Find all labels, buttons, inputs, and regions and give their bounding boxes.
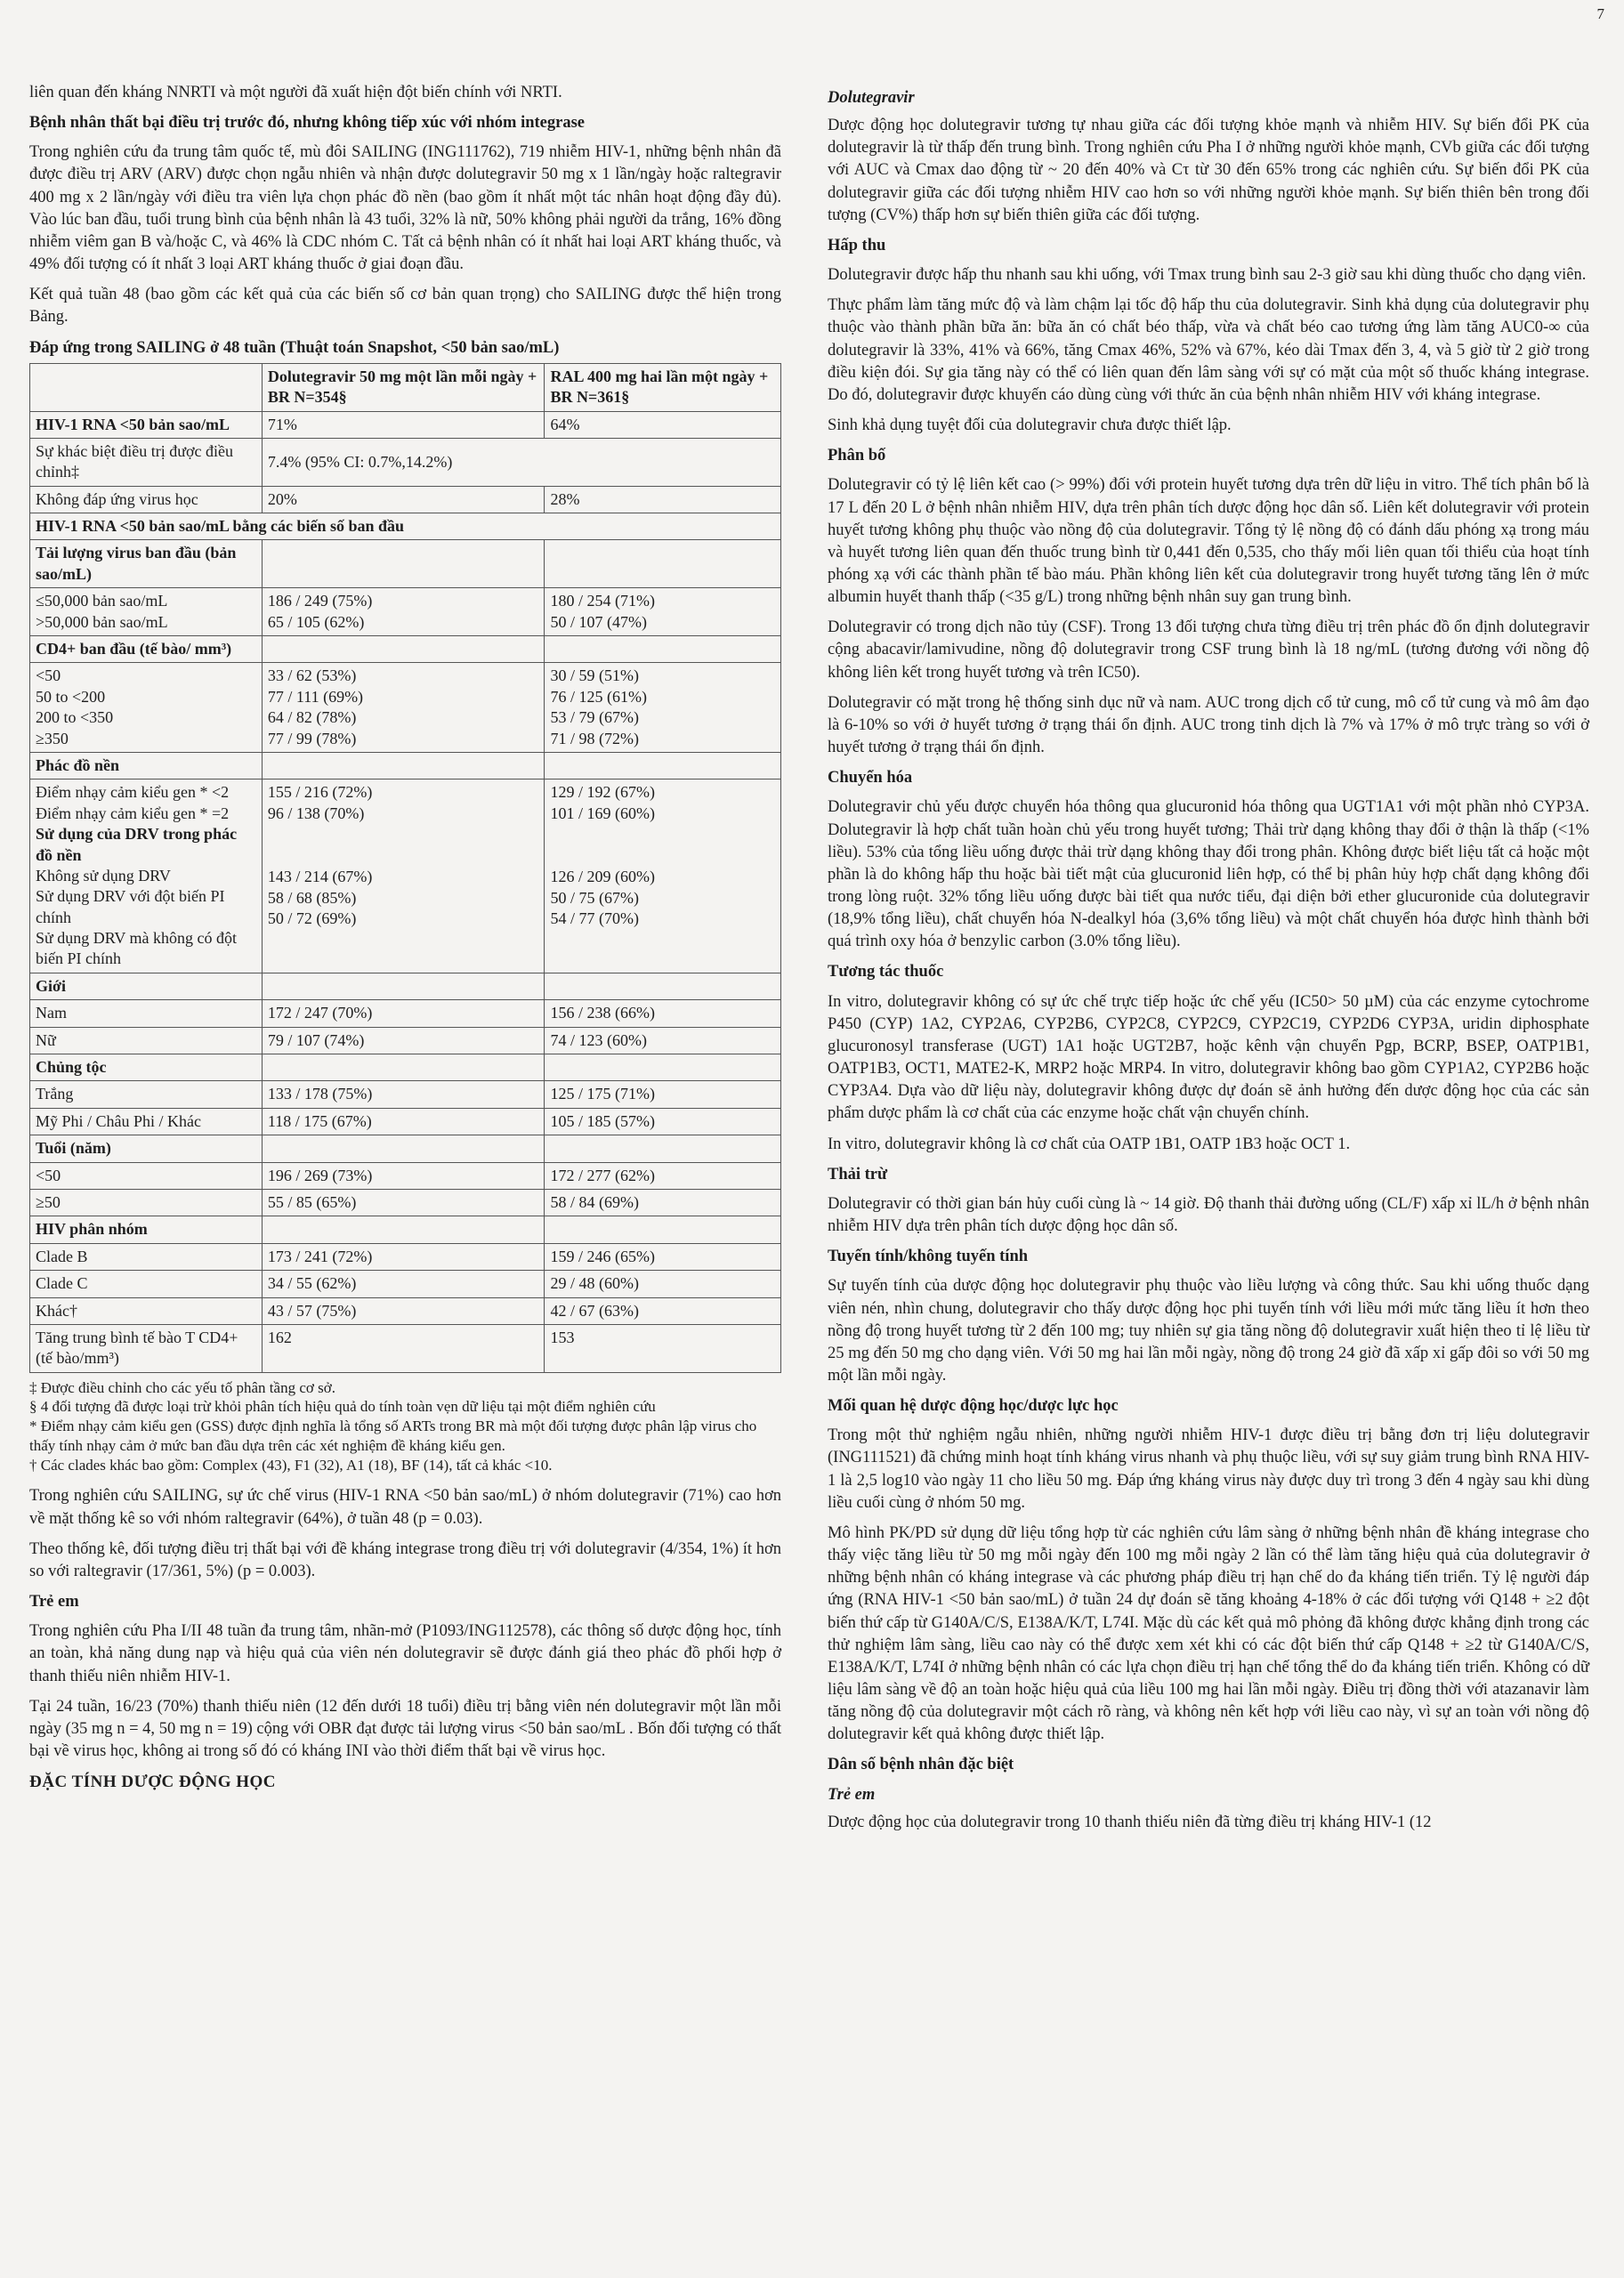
table-cell: 180 / 254 (71%) 50 / 107 (47%) bbox=[545, 588, 781, 636]
table-cell: 29 / 48 (60%) bbox=[545, 1271, 781, 1297]
table-cell: 74 / 123 (60%) bbox=[545, 1027, 781, 1054]
metabolism-paragraph: Dolutegravir chủ yếu được chuyển hóa thông qua glucuronid hóa thông qua UGT1A1 với một phần nhỏ CYP3A. Dolutegravir là hợp chất tuần hoàn chủ yếu trong huyết tương; Thải trừ dạng không thay đổi ở thận là thấp (<1% liều). 53% của tổng liều uống được thải trừ dạng không thay đổi trong phân. Không được biết liệu tất cả hoặc một phần là do không hấp thu hoặc bài tiết mật của glucuronid liên hợp, có thể bị phân hủy hợp chất dạng không đổi trong lòng ruột. 32% tổng liều uống được bài tiết qua nước tiểu, đại diện bởi ether glucuronide của dolutegravir (18,9% tổng liều), chất chuyển hóa N-dealkyl hóa (3,6% tổng liều) và một chất chuyển hóa được hình thành bởi quá trình oxy hóa ở benzylic carbon (3.0% tổng liều). bbox=[828, 798, 1589, 951]
children-paragraph-2: Tại 24 tuần, 16/23 (70%) thanh thiếu niên (12 đến dưới 18 tuổi) điều trị bằng viên nén dolutegravir một lần mỗi ngày (35 mg n = 4, 50 mg n = 19) cộng với OBR đạt được tải lượng virus <50 bản sao/mL . Bốn đối tượng có thất bại về virus học, không ai trong số đó có kháng INI vào thời điểm thất bại về virus học. bbox=[29, 1697, 781, 1761]
table-section-row bbox=[30, 1054, 781, 1081]
table-cell: 155 / 216 (72%) 96 / 138 (70%) bbox=[267, 783, 373, 822]
table-row bbox=[30, 1027, 781, 1054]
table-cell: Clade C bbox=[30, 1271, 263, 1297]
elimination-paragraph: Dolutegravir có thời gian bán hủy cuối cùng là ~ 14 giờ. Độ thanh thải đường uống (CL/F) xấp xỉ lL/h ở bệnh nhân nhiễm HIV dựa trên phân tích dược động học dân số. bbox=[828, 1194, 1589, 1236]
table-cell: 118 / 175 (67%) bbox=[262, 1108, 545, 1135]
table-caption: Đáp ứng trong SAILING ở 48 tuần (Thuật toán Snapshot, <50 bản sao/mL) bbox=[29, 338, 560, 357]
dolutegravir-heading: Dolutegravir bbox=[828, 89, 915, 107]
table-cell: 153 bbox=[545, 1324, 781, 1372]
distribution-paragraph-2: Dolutegravir có trong dịch não tủy (CSF). Trong 13 đối tượng chưa từng điều trị trên phác đồ ổn định dolutegravir cộng abacavir/lamivudine, nồng độ dolutegravir trong CSF trung bình là 18 ng/mL (tương đương với nồng độ không liên kết trong huyết tương và trên IC50). bbox=[828, 618, 1589, 682]
table-cell: 125 / 175 (71%) bbox=[545, 1081, 781, 1108]
table-cell: 159 / 246 (65%) bbox=[545, 1243, 781, 1270]
table-cell: 28% bbox=[545, 486, 781, 513]
table-header-raltegravir: RAL 400 mg hai lần một ngày + BR N=361§ bbox=[545, 363, 781, 411]
table-footnotes bbox=[29, 1378, 781, 1475]
table-section-row bbox=[30, 1216, 781, 1243]
interactions-paragraph-2: In vitro, dolutegravir không là cơ chất của OATP 1B1, OATP 1B3 hoặc OCT 1. bbox=[828, 1135, 1351, 1153]
table-section-label: HIV phân nhóm bbox=[30, 1216, 263, 1243]
absorption-paragraph-3: Sinh khả dụng tuyệt đối của dolutegravir chưa được thiết lập. bbox=[828, 416, 1232, 435]
table-section-label: CD4+ ban đầu (tế bào/ mm³) bbox=[30, 636, 263, 663]
children-heading: Trẻ em bbox=[29, 1593, 79, 1612]
table-subheading: Sử dụng của DRV trong phác đồ nền bbox=[36, 825, 238, 864]
table-cell: 42 / 67 (63%) bbox=[545, 1297, 781, 1324]
distribution-paragraph-3: Dolutegravir có mặt trong hệ thống sinh dục nữ và nam. AUC trong dịch cổ tử cung, mô cổ tử cung và mô âm đạo là 6-10% so với ở huyết tương ở trạng thái ổn định. AUC trong tinh dịch là 7% và 17% ở mô trực tràng so với ở huyết tương ở trạng thái ổn định. bbox=[828, 693, 1589, 757]
table-row bbox=[30, 1162, 781, 1189]
footnote: * Điểm nhạy cảm kiểu gen (GSS) được định nghĩa là tổng số ARTs trong BR mà một đối tượng được phân lập virus cho thấy tính nhạy cảm ở mức ban đầu dựa trên các xét nghiệm đề kháng kiểu gen. bbox=[29, 1418, 757, 1454]
table-cell: ≤50,000 bản sao/mL >50,000 bản sao/mL bbox=[30, 588, 263, 636]
sailing-paragraph-2: Kết quả tuần 48 (bao gồm các kết quả của các biến số cơ bản quan trọng) cho SAILING được thể hiện trong Bảng. bbox=[29, 286, 781, 327]
absorption-paragraph-1: Dolutegravir được hấp thu nhanh sau khi uống, với Tmax trung bình sau 2-3 giờ sau khi dùng thuốc cho dạng viên. bbox=[828, 266, 1587, 285]
children-subheading: Trẻ em bbox=[828, 1785, 876, 1804]
table-cell: 30 / 59 (51%) 76 / 125 (61%) 53 / 79 (67%) 71 / 98 (72%) bbox=[545, 663, 781, 753]
table-row bbox=[30, 438, 781, 486]
left-column bbox=[29, 82, 781, 1794]
table-section-label: Chủng tộc bbox=[30, 1054, 263, 1081]
footnote: ‡ Được điều chỉnh cho các yếu tố phân tầng cơ sở. bbox=[29, 1378, 335, 1396]
sailing-heading: Bệnh nhân thất bại điều trị trước đó, nhưng không tiếp xúc với nhóm integrase bbox=[29, 114, 585, 133]
pkpd-heading: Mối quan hệ dược động học/dược lực học bbox=[828, 1397, 1119, 1416]
sailing-result-paragraph-2: Theo thống kê, đối tượng điều trị thất bại với đề kháng integrase trong điều trị với dolutegravir (4/354, 1%) ít hơn so với raltegravir (17/361, 5%) (p = 0.003). bbox=[29, 1539, 781, 1580]
table-cell: 196 / 269 (73%) bbox=[262, 1162, 545, 1189]
table-cell: Sự khác biệt điều trị được điều chỉnh‡ bbox=[30, 438, 263, 486]
pkpd-paragraph-1: Trong một thử nghiệm ngẫu nhiên, những người nhiễm HIV-1 được điều trị bằng đơn trị liệu dolutegravir (ING111521) đã chứng minh hoạt tính kháng virus nhanh và phụ thuộc liều, với sự suy giảm trung bình RNA HIV-1 là 2,5 log10 vào ngày 11 cho liều 50 mg. Đáp ứng kháng virus này được duy trì trong 3 đến 4 ngày sau khi dùng liều cuối cùng ở nhóm 50 mg. bbox=[828, 1426, 1589, 1512]
absorption-heading: Hấp thu bbox=[828, 236, 886, 254]
metabolism-heading: Chuyển hóa bbox=[828, 769, 913, 788]
elimination-heading: Thải trừ bbox=[828, 1165, 888, 1183]
table-cell: Không sử dụng DRV Sử dụng DRV với đột biến PI chính Sử dụng DRV mà không có đột biến PI chính bbox=[36, 866, 237, 968]
table-cell: 162 bbox=[262, 1324, 545, 1372]
table-row bbox=[30, 1190, 781, 1216]
table-cell: Không đáp ứng virus học bbox=[30, 486, 263, 513]
table-row bbox=[30, 1324, 781, 1372]
table-cell: 129 / 192 (67%) 101 / 169 (60%) bbox=[550, 783, 655, 822]
table-cell: 79 / 107 (74%) bbox=[262, 1027, 545, 1054]
table-header-dolutegravir: Dolutegravir 50 mg một lần mỗi ngày + BR N=354§ bbox=[262, 363, 545, 411]
pkpd-paragraph-2: Mô hình PK/PD sử dụng dữ liệu tổng hợp từ các nghiên cứu lâm sàng ở những bệnh nhân đề kháng integrase cho thấy việc tăng liều từ 50 mg mỗi ngày đến 100 mg mỗi ngày 2 lần có thể làm tăng hiệu quả của dolutegravir ở những bệnh nhân có kháng integrase và các phương pháp điều trị hạn chế do đa kháng tiến triển. Tỷ lệ người đáp ứng (RNA HIV-1 <50 bản sao/mL) ở tuần 24 dự đoán sẽ tăng khoảng 4-18% ở các đối tượng với Q148 + ≥2 đột biến thứ cấp từ G140A/C/S, E138A/K/T, L74I. Mặc dù các kết quả mô phỏng đã không được khẳng định trong các thử nghiệm lâm sàng, liều cao này có thể được xem xét khi có các đột biến thứ cấp Q148 + ≥2 từ G140A/C/S, E138A/K/T, L74I ở những bệnh nhân có các lựa chọn điều trị hạn chế tổng thể do đa kháng tiến triển. Không có dữ liệu lâm sàng về độ an toàn hoặc hiệu quả của liều 100 mg hai lần mỗi ngày. Điều trị đồng thời với atazanavir làm tăng nồng độ của dolutegravir một cách rõ ràng, và không nên kết hợp với liều cao này, vì sự an toàn với nồng độ dolutegravir kết quả không được thiết lập. bbox=[828, 1523, 1589, 1744]
table-section-row bbox=[30, 636, 781, 663]
sailing-results-table bbox=[29, 363, 781, 1373]
table-row bbox=[30, 411, 781, 438]
table-cell: 105 / 185 (57%) bbox=[545, 1108, 781, 1135]
table-cell: 43 / 57 (75%) bbox=[262, 1297, 545, 1324]
table-cell: Nam bbox=[30, 1000, 263, 1027]
special-populations-heading: Dân số bệnh nhân đặc biệt bbox=[828, 1756, 1014, 1774]
interactions-heading: Tương tác thuốc bbox=[828, 963, 944, 981]
footnote: † Các clades khác bao gồm: Complex (43), F1 (32), A1 (18), BF (14), tất cả khác <10. bbox=[29, 1456, 553, 1474]
table-section-row bbox=[30, 752, 781, 779]
table-cell: Clade B bbox=[30, 1243, 263, 1270]
table-cell: ≥50 bbox=[30, 1190, 263, 1216]
table-cell: 33 / 62 (53%) 77 / 111 (69%) 64 / 82 (78%) 77 / 99 (78%) bbox=[262, 663, 545, 753]
table-cell: 173 / 241 (72%) bbox=[262, 1243, 545, 1270]
absorption-paragraph-2: Thực phẩm làm tăng mức độ và làm chậm lại tốc độ hấp thu của dolutegravir. Sinh khả dụng của dolutegravir phụ thuộc vào thành phần bữa ăn: bữa ăn có chất béo thấp, vừa và chất béo cao tương ứng làm tăng AUC0-∞ của dolutegravir là 33%, 41% và 66%, tăng Cmax 46%, 52% và 67%, kéo dài Tmax đến 3, 4, và 5 giờ từ 2 giờ trong điều kiện đói. Sự gia tăng này có thể có liên quan đến lâm sàng với sự có mặt của một số thuốc kháng integrase. Do đó, dolutegravir được khuyến cáo dùng cùng với thức ăn của bệnh nhân nhiễm HIV với kháng integrase. bbox=[828, 296, 1589, 404]
table-section-label: Tuổi (năm) bbox=[30, 1135, 263, 1162]
dolutegravir-paragraph: Dược động học dolutegravir tương tự nhau giữa các đối tượng khỏe mạnh và nhiễm HIV. Sự biến đổi PK của dolutegravir là từ thấp đến trung bình. Trong nghiên cứu Pha I ở những người khỏe mạnh, CVb giữa các đối tượng với AUC và Cmax dao động từ ~ 20 đến 40% và Cτ từ 30 đến 65% trong các nghiên cứu. Sự biến đổi PK của dolutegravir giữa các đối tượng nhiễm HIV cao hơn so với những người khỏe mạnh. Sự biến thiên bên trong đối tượng (CV%) thấp hơn sự biến thiên giữa các đối tượng. bbox=[828, 117, 1589, 224]
table-row bbox=[30, 1081, 781, 1108]
table-row bbox=[30, 1108, 781, 1135]
children-paragraph-1: Trong nghiên cứu Pha I/II 48 tuần đa trung tâm, nhãn-mở (P1093/ING112578), các thông số dược động học, tính an toàn, khả năng dung nạp và hiệu quả của viên nén dolutegravir sẽ được đánh giá theo phác đồ phối hợp ở thanh thiếu niên nhiễm HIV-1. bbox=[29, 1622, 781, 1685]
table-cell: Tăng trung bình tế bào T CD4+ (tế bào/mm³) bbox=[30, 1324, 263, 1372]
table-cell: HIV-1 RNA <50 bản sao/mL bbox=[30, 411, 263, 438]
table-cell: 55 / 85 (65%) bbox=[262, 1190, 545, 1216]
table-cell: <50 bbox=[30, 1162, 263, 1189]
children-pk-paragraph: Dược động học của dolutegravir trong 10 thanh thiếu niên đã từng điều trị kháng HIV-1 (12 bbox=[828, 1813, 1432, 1831]
table-cell: 58 / 84 (69%) bbox=[545, 1190, 781, 1216]
table-cell: 64% bbox=[545, 411, 781, 438]
interactions-paragraph-1: In vitro, dolutegravir không có sự ức chế trực tiếp hoặc ức chế yếu (IC50> 50 µM) của các enzyme cytochrome P450 (CYP) 1A2, CYP2A6, CYP2B6, CYP2C8, CYP2C9, CYP2C19, CYP2D6 CYP3A, uridin diphosphate glucuronosyl transferase (UGT) 1A1 hoặc UGT2B7, hoặc kênh vận chuyển Pgp, BCRP, BSEP, OATP1B1, OATP1B3, OCT1, MATE2-K, MRP2 hoặc MRP4. In vitro, dolutegravir không bao gồm CYP1A2, CYP2B6 hoặc CYP3A4. Dựa vào dữ liệu này, dolutegravir không được dự đoán sẽ ảnh hưởng đến dược động học của các sản phẩm dược phẩm là cơ chất của các enzyme hoặc chất vận chuyển chính. bbox=[828, 992, 1589, 1123]
page-number: 7 bbox=[1596, 5, 1604, 22]
table-cell: Nữ bbox=[30, 1027, 263, 1054]
table-header-empty bbox=[30, 363, 263, 411]
table-section-label: Phác đồ nền bbox=[30, 752, 263, 779]
linearity-paragraph: Sự tuyến tính của dược động học dolutegravir phụ thuộc vào liều lượng và công thức. Sau khi uống thuốc dạng viên nén, nhìn chung, dolutegravir cho thấy dược động học phi tuyến tính với liều mới mức tăng liều ít hơn theo nồng độ trong huyết tương từ 2 đến 100 mg; tuy nhiên sự gia tăng nồng độ dolutegravir xuất hiện theo tỉ lệ liều từ 25 mg đến 50 mg cho dạng viên. Với 50 mg hai lần mỗi ngày, nồng độ trong 24 giờ đã xấp xỉ gấp đôi so với 50 mg một lần mỗi ngày. bbox=[828, 1277, 1589, 1385]
table-section-label: Tải lượng virus ban đầu (bản sao/mL) bbox=[30, 540, 263, 588]
right-column bbox=[828, 82, 1589, 1842]
table-cell: 20% bbox=[262, 486, 545, 513]
table-section-row bbox=[30, 540, 781, 588]
table-cell: Mỹ Phi / Châu Phi / Khác bbox=[30, 1108, 263, 1135]
table-cell: 71% bbox=[262, 411, 545, 438]
table-cell: 172 / 277 (62%) bbox=[545, 1162, 781, 1189]
intro-paragraph: liên quan đến kháng NNRTI và một người đã xuất hiện đột biến chính với NRTI. bbox=[29, 84, 562, 101]
table-cell: <50 50 to <200 200 to <350 ≥350 bbox=[30, 663, 263, 753]
table-cell: 143 / 214 (67%) 58 / 68 (85%) 50 / 72 (69%) bbox=[267, 868, 373, 927]
table-cell: 34 / 55 (62%) bbox=[262, 1271, 545, 1297]
table-cell: 7.4% (95% CI: 0.7%,14.2%) bbox=[262, 438, 780, 486]
table-cell: 156 / 238 (66%) bbox=[545, 1000, 781, 1027]
footnote: § 4 đối tượng đã được loại trừ khỏi phân tích hiệu quả do tính toàn vẹn dữ liệu tại một điểm nghiên cứu bbox=[29, 1398, 656, 1416]
table-row bbox=[30, 780, 781, 973]
table-row bbox=[30, 1243, 781, 1270]
table-cell: 126 / 209 (60%) 50 / 75 (67%) 54 / 77 (70%) bbox=[550, 868, 655, 927]
table-cell: 133 / 178 (75%) bbox=[262, 1081, 545, 1108]
table-section-row bbox=[30, 513, 781, 540]
table-section-label: HIV-1 RNA <50 bản sao/mL bằng các biến số ban đầu bbox=[30, 513, 781, 540]
distribution-paragraph-1: Dolutegravir có tỷ lệ liên kết cao (> 99%) đối với protein huyết tương dựa trên dữ liệu in vitro. Thể tích phân bố là 17 L đến 20 L ở bệnh nhân nhiễm HIV, dựa trên phân tích dược động học dân số. Liên kết dolutegravir với protein huyết tương không phụ thuộc vào nồng độ của dolutegravir. Tổng tỷ lệ nồng độ có đánh dấu phóng xạ trong máu và huyết tương liên quan đến thuốc trung bình từ 0,441 đến 0,535, cho thấy mối liên quan tối thiểu của hoạt tính phóng xạ với các thành phần tế bào máu. Phần không liên kết của dolutegravir trong huyết tương tăng lên ở mức albumin huyết thanh thấp (<35 g/L) trong những bệnh nhân suy gan trung bình. bbox=[828, 476, 1589, 607]
sailing-paragraph-1: Trong nghiên cứu đa trung tâm quốc tế, mù đôi SAILING (ING111762), 719 nhiễm HIV-1, những bệnh nhân đã được điều trị ARV (ARV) được chọn ngẫu nhiên và nhận được dolutegravir 50 mg x 1 lần/ngày hoặc raltegravir 400 mg x 2 lần/ngày với điều tra viên lựa chọn phác đồ nền (bao gồm ít nhất một tác nhân hoạt động đầy đủ). Vào lúc ban đầu, tuổi trung bình của bệnh nhân là 43 tuổi, 32% là nữ, 50% không phải người da trắng, 16% đồng nhiễm viêm gan B và/hoặc C, và 46% là CDC nhóm C. Tất cả bệnh nhân có ít nhất hai loại ART kháng thuốc, và 49% đối tượng có ít nhất 3 loại ART kháng thuốc ở giai đoạn đầu. bbox=[29, 143, 781, 274]
table-cell: 186 / 249 (75%) 65 / 105 (62%) bbox=[262, 588, 545, 636]
sailing-result-paragraph-1: Trong nghiên cứu SAILING, sự ức chế virus (HIV-1 RNA <50 bản sao/mL) ở nhóm dolutegravir (71%) cao hơn về mặt thống kê so với nhóm raltegravir (64%), ở tuần 48 (p = 0.03). bbox=[29, 1487, 781, 1528]
table-row bbox=[30, 1297, 781, 1324]
linearity-heading: Tuyến tính/không tuyến tính bbox=[828, 1248, 1029, 1266]
table-cell: Trắng bbox=[30, 1081, 263, 1108]
table-cell: Khác† bbox=[30, 1297, 263, 1324]
distribution-heading: Phân bố bbox=[828, 447, 886, 465]
table-section-label: Giới bbox=[30, 973, 263, 999]
table-cell: Điểm nhạy cảm kiểu gen * <2 Điểm nhạy cảm kiểu gen * =2 bbox=[36, 783, 230, 822]
table-section-row bbox=[30, 973, 781, 999]
table-row bbox=[30, 486, 781, 513]
table-row bbox=[30, 588, 781, 636]
table-row bbox=[30, 1271, 781, 1297]
table-cell: 172 / 247 (70%) bbox=[262, 1000, 545, 1027]
table-row bbox=[30, 663, 781, 753]
pharmacokinetics-heading: ĐẶC TÍNH DƯỢC ĐỘNG HỌC bbox=[29, 1773, 277, 1792]
table-section-row bbox=[30, 1135, 781, 1162]
table-header-row bbox=[30, 363, 781, 411]
table-row bbox=[30, 1000, 781, 1027]
